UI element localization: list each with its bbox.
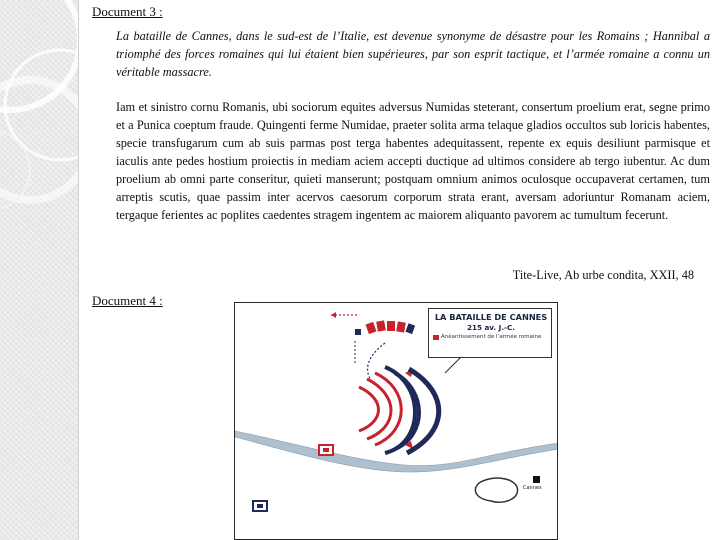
unit-markers — [253, 445, 333, 511]
legend-title: LA BATAILLE DE CANNES — [434, 312, 548, 322]
document-3-citation: Tite-Live, Ab urbe condita, XXII, 48 — [512, 268, 694, 282]
cannes-town-icon — [533, 476, 540, 483]
river — [235, 431, 558, 472]
african-infantry — [407, 369, 439, 453]
carthaginian-cavalry — [366, 320, 406, 334]
document-4-heading: Document 4 : — [92, 293, 163, 308]
document-3-intro: La bataille de Cannes, dans le sud-est de l’Italie, est devenue synonyme de désastre pour les Romains ; Hannibal a triomphé des forces romaines qui lui étaient bien supérieures, par son esprit tactique, et l’armée romaine a connu un véritable massacre. — [116, 29, 710, 79]
terrain-blob — [475, 478, 517, 502]
map-legend — [428, 308, 552, 358]
decorative-sidebar — [0, 0, 78, 540]
carthaginian-encirclement — [359, 373, 401, 445]
legend-date: 215 av. J.-C. — [466, 323, 516, 332]
town-label-cannes: Cannes — [523, 485, 542, 491]
legend-caption: Anéantissement de l’armée romaine — [441, 334, 542, 340]
legend-red-arrow-icon — [433, 335, 439, 340]
document-3-latin-text: Iam et sinistro cornu Romanis, ubi sociorum equites adversus Numidas steterant, consertum proelium erat, segne primo et a Punica coeptum fraude. Quingenti ferme Numidae, praeter solita arma telaque gladios occultos sub loricis habentes, specie transfugarum cum ab suis parmas post terga habentes adequitassent, repente ex equis desiliunt parmisque et iaculis ante pedes hostium proiectis in mediam aciem accepti ductique ad ultimos considere ab tergo iubentur. Ac dum proelium ab omni parte conseritur, quieti manserunt; postquam omnium animos oculosque occupaverat certamen, tum arreptis scutis, quae passim inter acervos caesorum corporum strata erant, aversam adoriuntur Romanam aciem, tergaque ferientes ac poplites caedentes stragem ingentem ac maiorem aliquanto pavorem ac tumultum fecerunt. — [116, 100, 710, 222]
battle-map — [234, 302, 558, 540]
sidebar-circles-decoration — [0, 0, 78, 540]
page-divider — [78, 0, 79, 540]
document-3-heading: Document 3 : — [92, 4, 163, 19]
